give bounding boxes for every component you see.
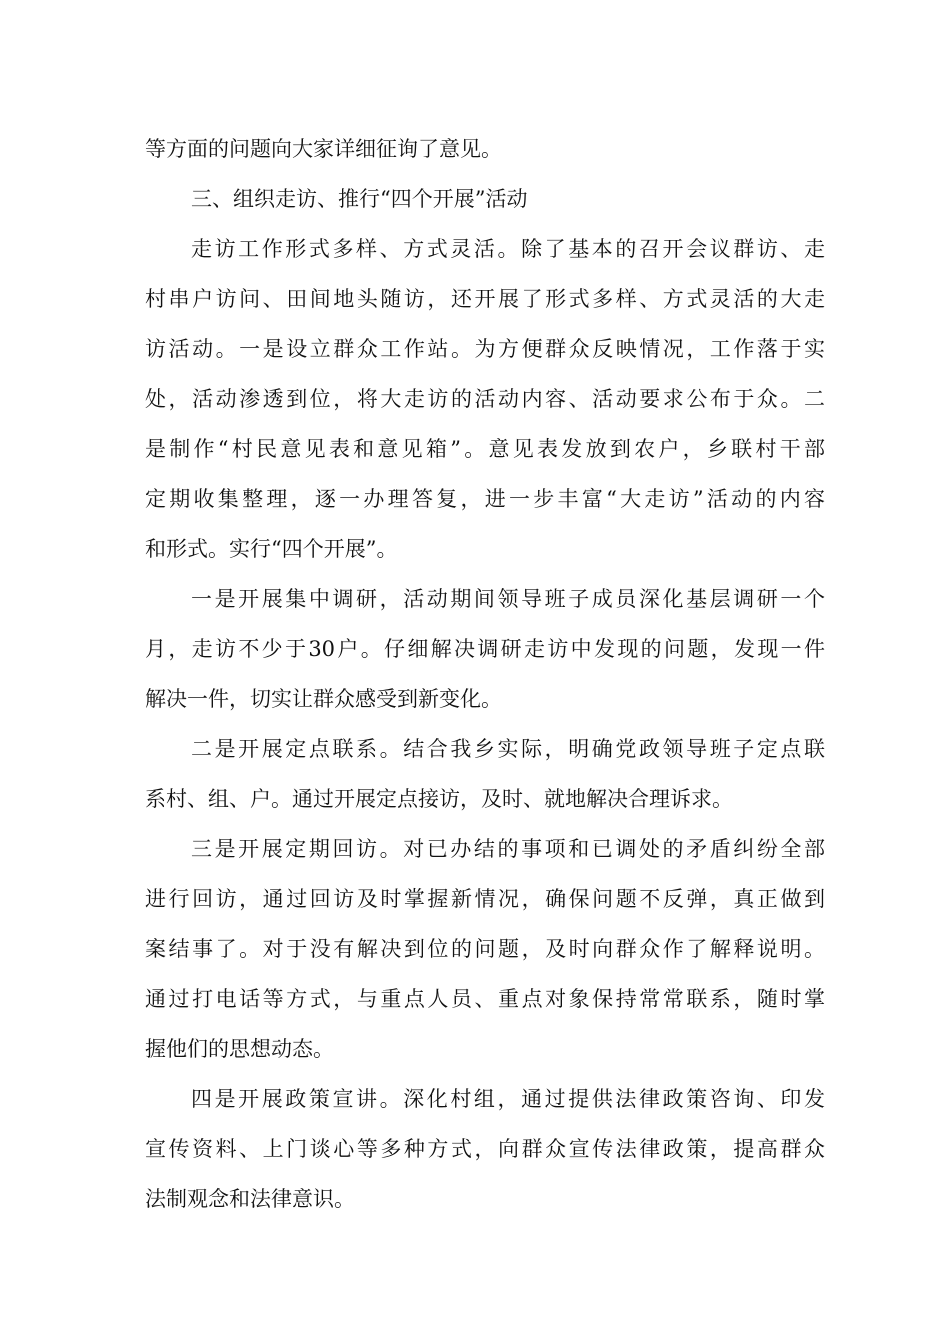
section-heading: 三、组织走访、推行“四个开展”活动 [191, 187, 528, 211]
text-line: 三是开展定期回访。对已办结的事项和已调处的矛盾纠纷全部 [191, 837, 825, 861]
text-line: 握他们的思想动态。 [145, 1037, 334, 1061]
text-line: 和形式。实行“四个开展”。 [145, 537, 398, 561]
text-line: 进行回访，通过回访及时掌握新情况，确保问题不反弹，真正做到 [145, 887, 825, 911]
text-line: 二是开展定点联系。结合我乡实际，明确党政领导班子定点联 [191, 737, 825, 761]
text-line: 处，活动渗透到位，将大走访的活动内容、活动要求公布于众。二 [145, 387, 825, 411]
text-line: 月，走访不少于30户。仔细解决调研走访中发现的问题，发现一件 [145, 637, 825, 661]
text-line: 访活动。一是设立群众工作站。为方便群众反映情况，工作落于实 [145, 337, 825, 361]
text-line: 定期收集整理，逐一办理答复，进一步丰富“大走访”活动的内容 [145, 487, 825, 511]
text-line: 一是开展集中调研，活动期间领导班子成员深化基层调研一个 [191, 587, 825, 611]
text-line: 宣传资料、上门谈心等多种方式，向群众宣传法律政策，提高群众 [145, 1137, 825, 1161]
text-line: 通过打电话等方式，与重点人员、重点对象保持常常联系，随时掌 [145, 987, 825, 1011]
text-line: 法制观念和法律意识。 [145, 1187, 355, 1211]
text-line: 系村、组、户。通过开展定点接访，及时、就地解决合理诉求。 [145, 787, 733, 811]
text-line: 村串户访问、田间地头随访，还开展了形式多样、方式灵活的大走 [145, 287, 825, 311]
text-line: 是制作“村民意见表和意见箱”。意见表发放到农户，乡联村干部 [145, 437, 825, 461]
text-line: 四是开展政策宣讲。深化村组，通过提供法律政策咨询、印发 [191, 1087, 825, 1111]
text-line: 走访工作形式多样、方式灵活。除了基本的召开会议群访、走 [191, 237, 825, 261]
text-line: 案结事了。对于没有解决到位的问题，及时向群众作了解释说明。 [145, 937, 825, 961]
text-line: 等方面的问题向大家详细征询了意见。 [145, 137, 502, 161]
text-line: 解决一件，切实让群众感受到新变化。 [145, 687, 502, 711]
